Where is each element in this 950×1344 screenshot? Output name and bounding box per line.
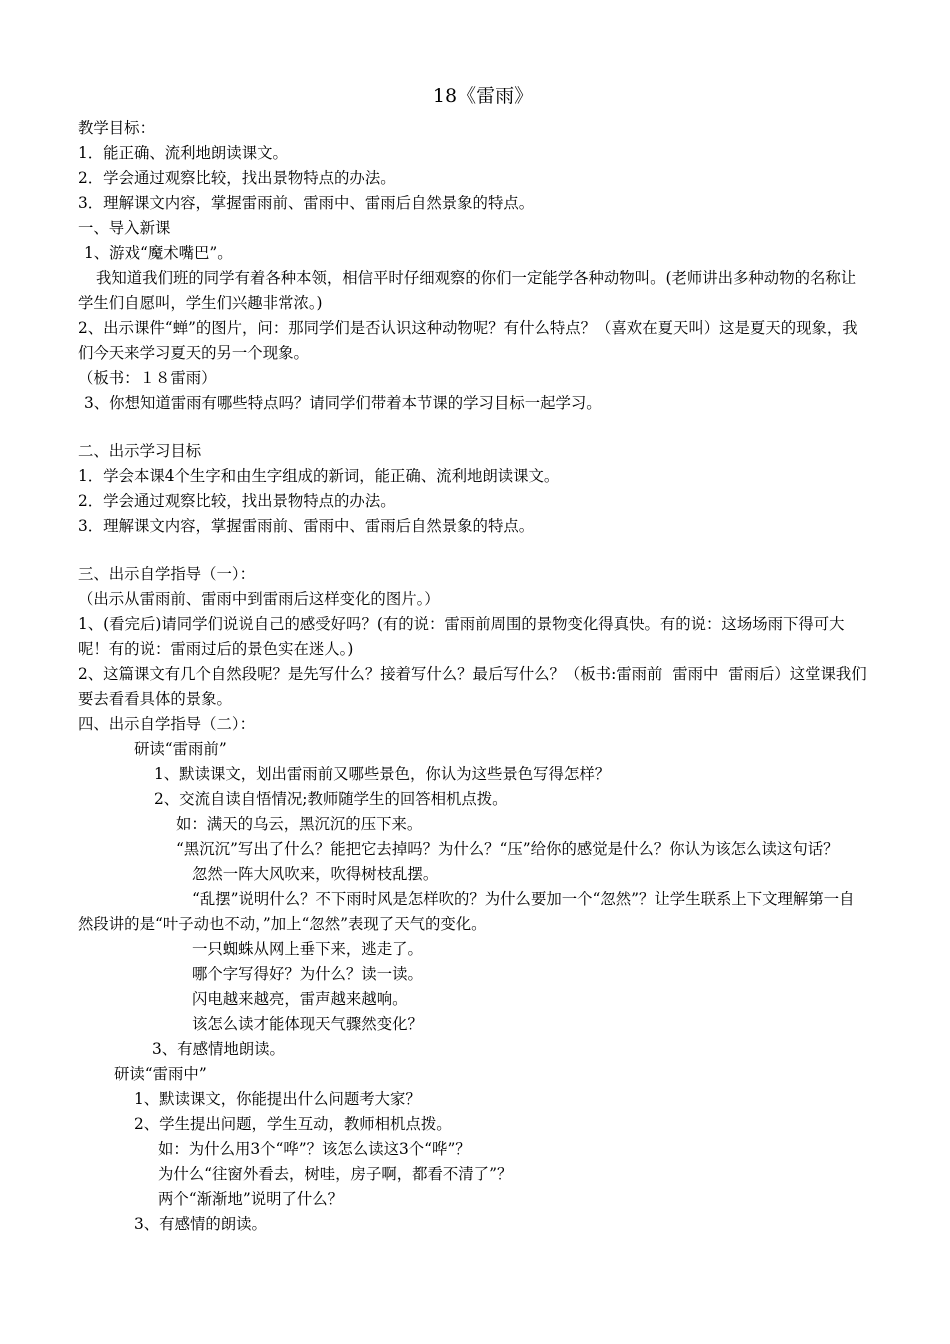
section-heading-goals: 二、出示学习目标 xyxy=(78,442,202,460)
paragraph: 2、交流自读自悟情况;教师随学生的回答相机点拨。 xyxy=(154,790,508,808)
paragraph: 3、有感情地朗读。 xyxy=(152,1040,285,1058)
paragraph: 忽然一阵大风吹来，吹得树枝乱摆。 xyxy=(192,865,439,883)
paragraph: 2、学生提出问题，学生互动，教师相机点拨。 xyxy=(134,1115,452,1133)
section-heading-guide-two: 四、出示自学指导（二）： xyxy=(78,715,255,733)
paragraph: （板书：１８雷雨） xyxy=(78,369,217,387)
objective-item: 1．能正确、流利地朗读课文。 xyxy=(78,144,288,162)
paragraph: 2、这篇课文有几个自然段呢？是先写什么？接着写什么？最后写什么？（板书:雷雨前 雷雨中 雷雨后）这堂课我们要去看看具体的景象。 xyxy=(78,665,867,708)
paragraph: 1、(看完后)请同学们说说自己的感受好吗？(有的说：雷雨前周围的景物变化得真快。有的说：这场场雨下得可大呢！有的说：雷雨过后的景色实在迷人。) xyxy=(78,615,845,658)
objective-item: 2．学会通过观察比较，找出景物特点的办法。 xyxy=(78,169,396,187)
subheading-before-storm: 研读“雷雨前” xyxy=(134,740,227,758)
paragraph: 2、出示课件“蝉”的图片，问：那同学们是否认识这种动物呢？有什么特点？（喜欢在夏天叫）这是夏天的现象，我们今天来学习夏天的另一个现象。 xyxy=(78,319,858,362)
section-heading-objectives: 教学目标： xyxy=(78,119,155,137)
paragraph: 3、有感情的朗读。 xyxy=(134,1215,267,1233)
paragraph: 一只蜘蛛从网上垂下来，逃走了。 xyxy=(192,940,423,958)
paragraph: 为什么“往窗外看去，树哇，房子啊，都看不清了”？ xyxy=(158,1165,513,1183)
paragraph: 该怎么读才能体现天气骤然变化？ xyxy=(192,1015,423,1033)
paragraph: 1、默读课文，划出雷雨前又哪些景色，你认为这些景色写得怎样？ xyxy=(154,765,611,783)
paragraph: 闪电越来越亮，雷声越来越响。 xyxy=(192,990,408,1008)
document-page xyxy=(78,82,868,1237)
section-heading-intro: 一、导入新课 xyxy=(78,219,171,237)
goal-item: 1．学会本课4个生字和由生字组成的新词，能正确、流利地朗读课文。 xyxy=(78,467,560,485)
objective-item: 3．理解课文内容，掌握雷雨前、雷雨中、雷雨后自然景象的特点。 xyxy=(78,194,535,212)
paragraph: 3、你想知道雷雨有哪些特点吗？请同学们带着本节课的学习目标一起学习。 xyxy=(84,394,602,412)
section-heading-guide-one: 三、出示自学指导（一）： xyxy=(78,565,255,583)
document-title: 18《雷雨》 xyxy=(432,85,534,107)
blank-line xyxy=(78,539,868,562)
paragraph: 我知道我们班的同学有着各种本领，相信平时仔细观察的你们一定能学各种动物叫。(老师讲出多种动物的名称让学生们自愿叫，学生们兴趣非常浓。) xyxy=(78,269,857,312)
goal-item: 3．理解课文内容，掌握雷雨前、雷雨中、雷雨后自然景象的特点。 xyxy=(78,517,535,535)
paragraph: 如：满天的乌云，黑沉沉的压下来。 xyxy=(176,815,423,833)
paragraph: “黑沉沉”写出了什么？能把它去掉吗？为什么？“压”给你的感觉是什么？你认为该怎么读这句话？ xyxy=(176,840,839,858)
paragraph: 1、游戏“魔术嘴巴”。 xyxy=(84,244,233,262)
paragraph: （出示从雷雨前、雷雨中到雷雨后这样变化的图片。） xyxy=(78,590,440,608)
subheading-during-storm: 研读“雷雨中” xyxy=(114,1065,207,1083)
paragraph: 两个“渐渐地”说明了什么？ xyxy=(158,1190,344,1208)
goal-item: 2．学会通过观察比较，找出景物特点的办法。 xyxy=(78,492,396,510)
paragraph: 哪个字写得好？为什么？读一读。 xyxy=(192,965,423,983)
paragraph: 1、默读课文，你能提出什么问题考大家？ xyxy=(134,1090,421,1108)
paragraph: “乱摆”说明什么？不下雨时风是怎样吹的？为什么要加一个“忽然”？让学生联系上下文理解第一自然段讲的是“叶子动也不动，”加上“忽然”表现了天气的变化。 xyxy=(78,890,855,933)
paragraph: 如：为什么用3个“哗”？该怎么读这3个“哗”？ xyxy=(158,1140,471,1158)
blank-line xyxy=(78,416,868,439)
